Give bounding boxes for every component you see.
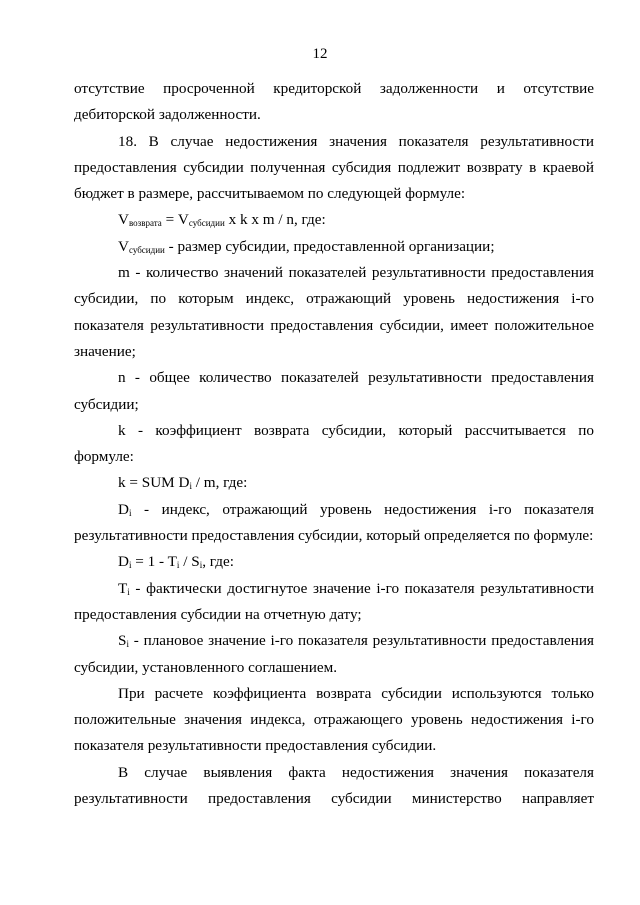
formula-subscript: i — [199, 560, 203, 571]
formula-subscript: i — [128, 560, 132, 571]
formula-term: / m, где: — [191, 474, 248, 492]
paragraph-positive-values: При расчете коэффициента возврата субсидии используются только положительные значения индекса, отражающего уровень недостижения i-го показателя результативности предоставления субсидии. — [74, 684, 594, 755]
formula-term: T — [118, 579, 128, 597]
formula-term: D — [118, 553, 129, 571]
formula-term: = 1 - T — [131, 553, 177, 571]
definition-k: k - коэффициент возврата субсидии, который рассчитывается по формуле: — [74, 421, 594, 466]
page-number: 12 — [312, 46, 328, 62]
formula-subscript: i — [189, 481, 192, 492]
formula-refund — [74, 207, 594, 233]
paragraph-clause-18: 18. В случае недостижения значения показателя результативности предоставления субсидии полученная субсидия подлежит возврату в краевой бюджет в размере, рассчитываемом по следующей формуле: — [74, 132, 594, 203]
formula-term: k = SUM D — [118, 474, 190, 492]
formula-term: V — [118, 237, 129, 255]
formula-term: D — [118, 500, 129, 518]
formula-subscript: i — [128, 507, 132, 518]
formula-term: / S — [179, 553, 200, 571]
formula-subscript: i — [176, 560, 180, 571]
formula-term: V — [118, 211, 129, 229]
formula-term: x k x m / n, где: — [224, 211, 326, 229]
formula-k — [74, 470, 594, 496]
definition-d — [74, 497, 594, 550]
definition-s — [74, 628, 594, 681]
definition-t — [74, 576, 594, 629]
paragraph-continuation: отсутствие просроченной кредиторской задолженности и отсутствие дебиторской задолженности. — [74, 80, 594, 124]
definition-text: - размер субсидии, предоставленной организации; — [164, 237, 495, 255]
definition-m: m - количество значений показателей результативности предоставления субсидии, по которым индекс, отражающий уровень недостижения i-го показателя результативности предоставления субсидии, имеет положительное значение; — [74, 264, 594, 360]
definition-text: - фактически достигнутое значение i-го показателя результативности предоставления субсидии на отчетную дату; — [74, 579, 594, 623]
formula-subscript: i — [126, 639, 129, 650]
formula-term: = V — [161, 211, 189, 229]
paragraph-failure-case: В случае выявления факта недостижения значения показателя результативности предоставления субсидии министерство направляет — [74, 763, 594, 808]
definition-text: - индекс, отражающий уровень недостижения i-го показателя результативности предоставления субсидии, который определяется по формуле: — [74, 500, 594, 545]
formula-term: , где: — [202, 553, 234, 571]
definition-v-subsidy — [74, 234, 594, 260]
formula-subscript: субсидии — [128, 244, 165, 255]
formula-subscript: субсидии — [188, 218, 225, 229]
formula-term: S — [118, 632, 127, 650]
definition-n: n - общее количество показателей результативности предоставления субсидии; — [74, 369, 594, 413]
definition-text: - плановое значение i-го показателя результативности предоставления субсидии, установленного соглашением. — [74, 632, 594, 676]
formula-d — [74, 549, 594, 575]
formula-subscript: возврата — [128, 218, 162, 229]
document-body — [74, 76, 594, 812]
formula-subscript: i — [127, 586, 130, 597]
